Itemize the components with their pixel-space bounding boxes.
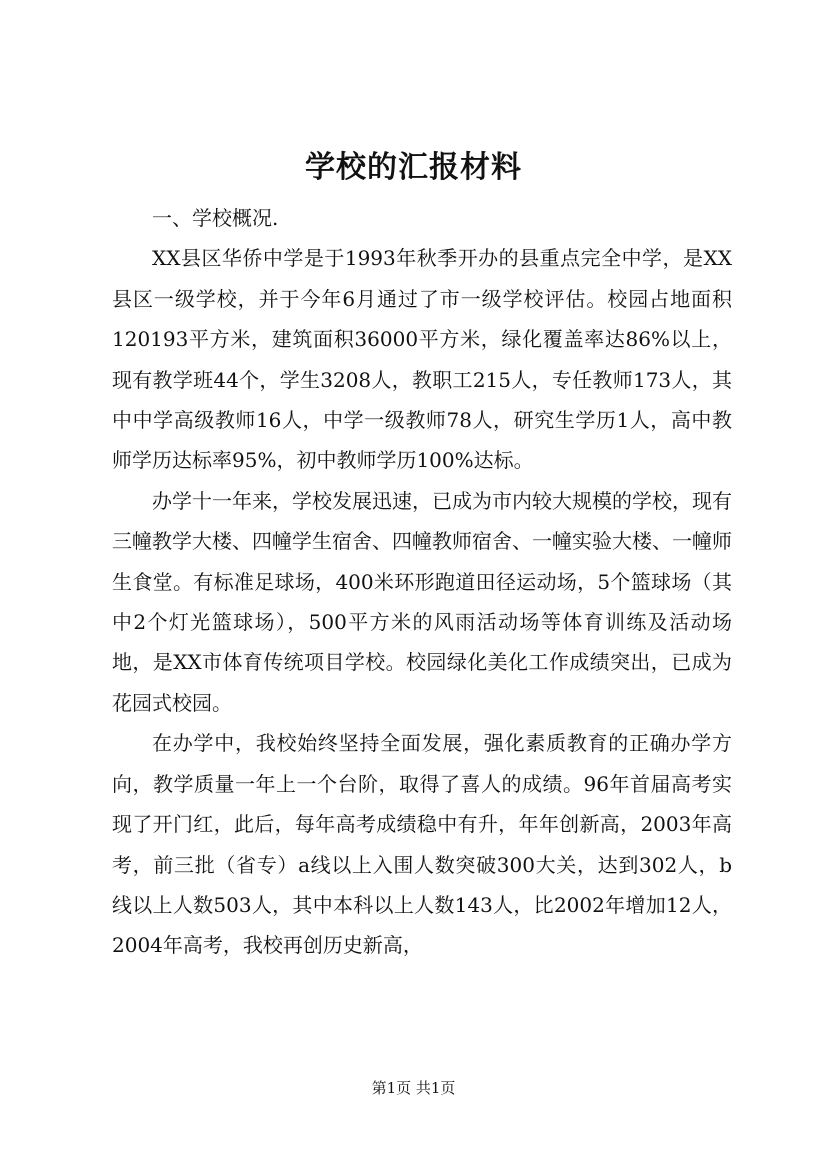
page-footer: 第1页 共1页 [371, 1079, 456, 1097]
paragraph-achievements: 在办学中，我校始终坚持全面发展，强化素质教育的正确办学方向，教学质量一年上一个台阶，取得了喜人的成绩。96年首届高考实现了开门红，此后，每年高考成绩稳中有升，年年创新高，2003年高考，前三批（省专）a线以上入围人数突破300大关，达到302人，b线以上人数503人，其中本科以上人数143人，比2002年增加12人，2004年高考，我校再创历史新高， [112, 731, 732, 958]
document-title: 学校的汇报材料 [305, 150, 522, 185]
section-heading: 一、学校概况. [152, 206, 279, 230]
paragraph-overview: XX县区华侨中学是于1993年秋季开办的县重点完全中学，是XX县区一级学校，并于今年6月通过了市一级学校评估。校园占地面积120193平方米，建筑面积36000平方米，绿化覆盖率达86%以上，现有教学班44个，学生3208人，教职工215人，专任教师173人，其中中学高级教师16人，中学一级教师78人，研究生学历1人，高中教师学历达标率95%，初中教师学历100%达标。 [112, 246, 732, 473]
paragraph-development: 办学十一年来，学校发展迅速，已成为市内较大规模的学校，现有三幢教学大楼、四幢学生宿舍、四幢教师宿舍、一幢实验大楼、一幢师生食堂。有标准足球场，400米环形跑道田径运动场，5个篮球场（其中2个灯光篮球场），500平方米的风雨活动场等体育训练及活动场地，是XX市体育传统项目学校。校园绿化美化工作成绩突出，已成为花园式校园。 [112, 488, 732, 715]
document-body [112, 198, 732, 966]
